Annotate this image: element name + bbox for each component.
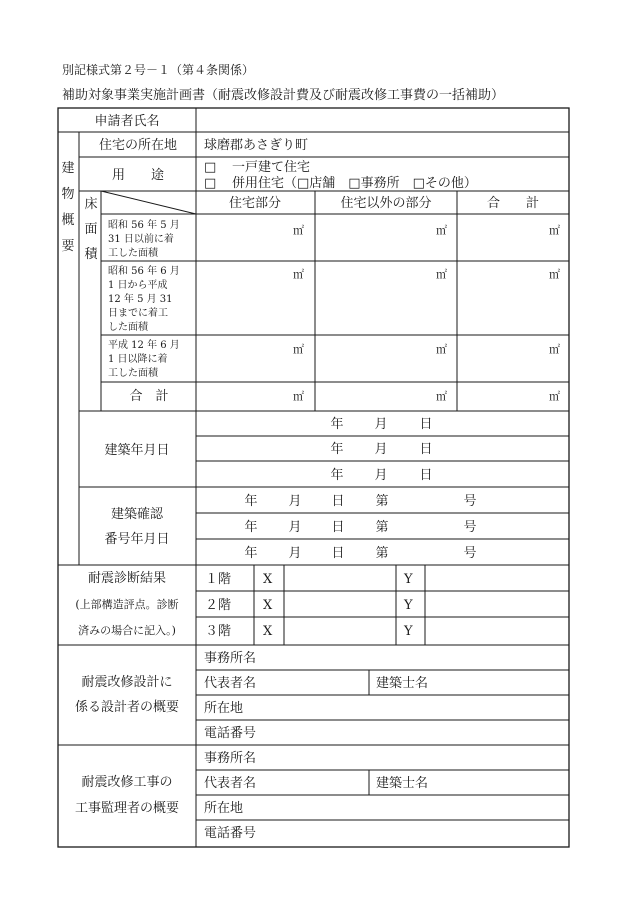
unit-r3-c2: ㎡ <box>436 343 447 356</box>
supervisor-representative-label: 代表者名 <box>204 776 257 791</box>
diagnosis-label-line1: 耐震診断結果 <box>87 571 167 586</box>
building-group-char-2: 物 <box>61 187 75 202</box>
supervisor-office-label: 事務所名 <box>204 751 257 766</box>
floor-row3-label-line2: 1 日以降に着 <box>108 354 168 365</box>
unit-r1-c2: ㎡ <box>436 224 447 237</box>
cf3-year: 年 <box>244 546 258 561</box>
floor-row2-label-line4: 日までに着工 <box>108 308 168 319</box>
usage-option1-label: 一戸建て住宅 <box>232 160 311 175</box>
floor-row3-label-line3: 工した面積 <box>108 368 158 379</box>
designer-address-label: 所在地 <box>204 701 244 716</box>
form-number: 別記様式第２号－１（第４条関係） <box>62 63 255 77</box>
floor-area-char-1: 床 <box>84 197 98 212</box>
construction-date-row-2[interactable] <box>330 441 432 457</box>
diagnosis-label-line3: 済みの場合に記入。) <box>78 624 176 637</box>
unit-r2-c1: ㎡ <box>293 268 304 281</box>
cf1-no: 第 <box>375 494 389 509</box>
cf1-go: 号 <box>463 494 477 509</box>
diagnosis-y-1: Y <box>404 572 413 587</box>
cf3-go: 号 <box>463 546 477 561</box>
cf2-no: 第 <box>375 520 389 535</box>
diagnosis-x-1: X <box>263 572 273 587</box>
unit-r3-c3: ㎡ <box>549 343 560 356</box>
unit-r2-c2: ㎡ <box>436 268 447 281</box>
cd3-year: 年 <box>330 468 344 483</box>
unit-marks <box>293 224 560 403</box>
supervisor-architect-label: 建築士名 <box>376 776 429 791</box>
confirmation-row-3[interactable] <box>244 545 476 561</box>
unit-r1-c3: ㎡ <box>549 224 560 237</box>
usage-option2-label: 併用住宅（□店舗 □事務所 □その他） <box>232 176 477 191</box>
floor-row1-label-line3: 工した面積 <box>108 248 158 259</box>
designer-architect-label: 建築士名 <box>376 676 429 691</box>
unit-total-c2: ㎡ <box>436 390 447 403</box>
confirmation-label-line1: 建築確認 <box>110 507 164 522</box>
building-group-char-4: 要 <box>61 239 75 254</box>
col-header-non-residential: 住宅以外の部分 <box>340 196 432 211</box>
cd1-month: 月 <box>374 417 388 432</box>
diagnosis-floor-1: １階 <box>205 572 232 587</box>
floor-row3-label-line1: 平成 12 年 6 月 <box>108 340 180 351</box>
cd2-year: 年 <box>330 442 344 457</box>
cf2-day: 日 <box>331 520 345 535</box>
construction-date-row-3[interactable] <box>330 467 432 483</box>
floor-row2-label-line3: 12 年 5 月 31 <box>108 294 173 305</box>
designer-phone-label: 電話番号 <box>204 726 257 741</box>
confirmation-row-2[interactable] <box>244 519 476 535</box>
unit-r3-c1: ㎡ <box>293 343 304 356</box>
floor-row2-label-line5: した面積 <box>108 322 148 333</box>
designer-representative-label: 代表者名 <box>204 676 257 691</box>
cd2-month: 月 <box>374 442 388 457</box>
floor-row1-label-line1: 昭和 56 年 5 月 <box>108 220 180 231</box>
cf2-month: 月 <box>288 520 302 535</box>
cf2-year: 年 <box>244 520 258 535</box>
supervisor-label-line2: 工事監理者の概要 <box>74 801 180 816</box>
construction-date-row-1[interactable] <box>330 416 432 432</box>
table-grid <box>58 108 569 847</box>
unit-total-c1: ㎡ <box>293 390 304 403</box>
diagnosis-x-3: X <box>263 624 273 639</box>
usage-label: 用 途 <box>111 168 165 183</box>
cf1-day: 日 <box>331 494 345 509</box>
cf3-day: 日 <box>331 546 345 561</box>
cd1-year: 年 <box>330 417 344 432</box>
diagnosis-floor-3: ３階 <box>205 624 232 639</box>
cf3-month: 月 <box>288 546 302 561</box>
designer-label-line1: 耐震改修設計に <box>81 675 173 690</box>
diagnosis-floor-2: ２階 <box>205 598 232 613</box>
floor-row2-label-line1: 昭和 56 年 6 月 <box>108 266 180 277</box>
cf2-go: 号 <box>463 520 477 535</box>
building-group-char-3: 概 <box>61 213 75 228</box>
cd1-day: 日 <box>419 417 433 432</box>
applicant-label: 申請者氏名 <box>94 114 160 129</box>
form-title: 補助対象事業実施計画書（耐震改修設計費及び耐震改修工事費の一括補助） <box>62 88 505 103</box>
building-group-char-1: 建 <box>61 161 75 176</box>
diagnosis-y-2: Y <box>404 598 413 613</box>
floor-area-char-2: 面 <box>84 222 98 237</box>
col-header-total: 合 計 <box>486 196 540 211</box>
supervisor-phone-label: 電話番号 <box>204 826 257 841</box>
construction-date-label: 建築年月日 <box>104 443 170 458</box>
location-label: 住宅の所在地 <box>98 138 178 153</box>
usage-option2-checkbox[interactable]: □ <box>204 176 217 191</box>
diagnosis-y-3: Y <box>404 624 413 639</box>
confirmation-row-1[interactable] <box>244 493 476 509</box>
cd3-day: 日 <box>419 468 433 483</box>
cd3-month: 月 <box>374 468 388 483</box>
unit-total-c3: ㎡ <box>549 390 560 403</box>
unit-r1-c1: ㎡ <box>293 224 304 237</box>
diagnosis-label-line2: (上部構造評点。診断 <box>75 598 179 611</box>
floor-total-label: 合 計 <box>129 389 169 404</box>
supervisor-address-label: 所在地 <box>204 801 244 816</box>
cd2-day: 日 <box>419 442 433 457</box>
usage-option1-checkbox[interactable]: □ <box>204 160 217 175</box>
cf1-month: 月 <box>288 494 302 509</box>
floor-area-char-3: 積 <box>84 247 98 262</box>
supervisor-label-line1: 耐震改修工事の <box>81 775 173 790</box>
col-header-residential: 住宅部分 <box>228 196 282 211</box>
diagnosis-x-2: X <box>263 598 273 613</box>
floor-row2-label-line2: 1 日から平成 <box>108 280 168 291</box>
designer-office-label: 事務所名 <box>204 651 257 666</box>
location-value[interactable]: 球磨郡あさぎり町 <box>204 138 309 153</box>
designer-label-line2: 係る設計者の概要 <box>74 700 180 715</box>
confirmation-label-line2: 番号年月日 <box>104 532 170 547</box>
cf1-year: 年 <box>244 494 258 509</box>
unit-r2-c3: ㎡ <box>549 268 560 281</box>
cf3-no: 第 <box>375 546 389 561</box>
floor-row1-label-line2: 31 日以前に着 <box>108 234 174 245</box>
